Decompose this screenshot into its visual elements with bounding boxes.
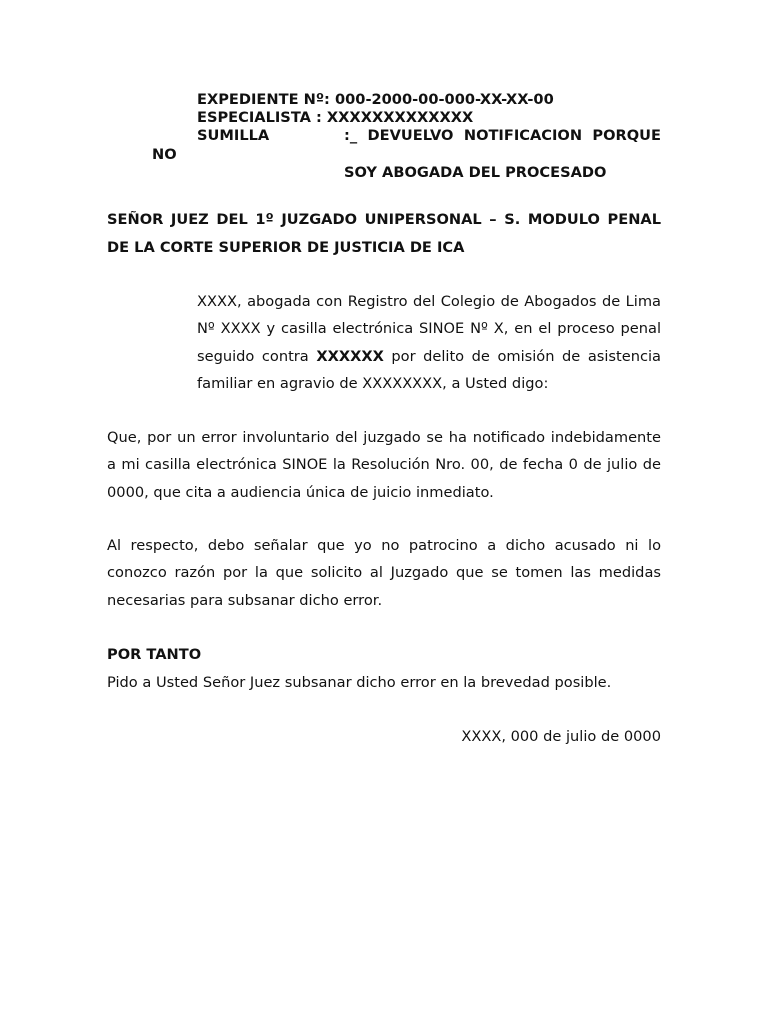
defendant-name: XXXXXX [316,347,384,365]
sumilla-value-wrap: NO [152,146,177,163]
sumilla-value-line2: SOY ABOGADA DEL PROCESADO [344,164,607,181]
expediente-line: EXPEDIENTE Nº: 000-2000-00-000-XX-XX-00 [197,91,554,108]
intro-paragraph [197,288,661,398]
especialista-line: ESPECIALISTA : XXXXXXXXXXXXX [197,109,474,126]
intro-text-before: XXXX, abogada con Registro del Colegio de Abogados de Lima Nº XXXX y casilla electrónica SINOE Nº X, en el proceso penal seguido contra [197,293,661,365]
intro-text-after: por delito de omisión de asistencia familiar en agravio de XXXXXXXX, a Usted digo: [197,347,661,393]
sumilla-label: SUMILLA [197,127,270,144]
paragraph-error: Que, por un error involuntario del juzgado se ha notificado indebidamente a mi casilla electrónica SINOE la Resolución Nro. 00, de fecha 0 de julio de 0000, que cita a audiencia única de juicio inmediato. [107,429,661,501]
addressee: SEÑOR JUEZ DEL 1º JUZGADO UNIPERSONAL – S. MODULO PENAL DE LA CORTE SUPERIOR DE JUSTICIA DE ICA [107,211,661,256]
sumilla-value-line1: :_ DEVUELVO NOTIFICACION PORQUE [344,127,661,144]
por-tanto-heading: POR TANTO [107,646,202,663]
por-tanto-text: Pido a Usted Señor Juez subsanar dicho error en la brevedad posible. [107,674,612,691]
place-date: XXXX, 000 de julio de 0000 [461,728,661,745]
paragraph-respecto: Al respecto, debo señalar que yo no patrocino a dicho acusado ni lo conozco razón por la que solicito al Juzgado que se tomen las medidas necesarias para subsanar dicho error. [107,537,661,609]
